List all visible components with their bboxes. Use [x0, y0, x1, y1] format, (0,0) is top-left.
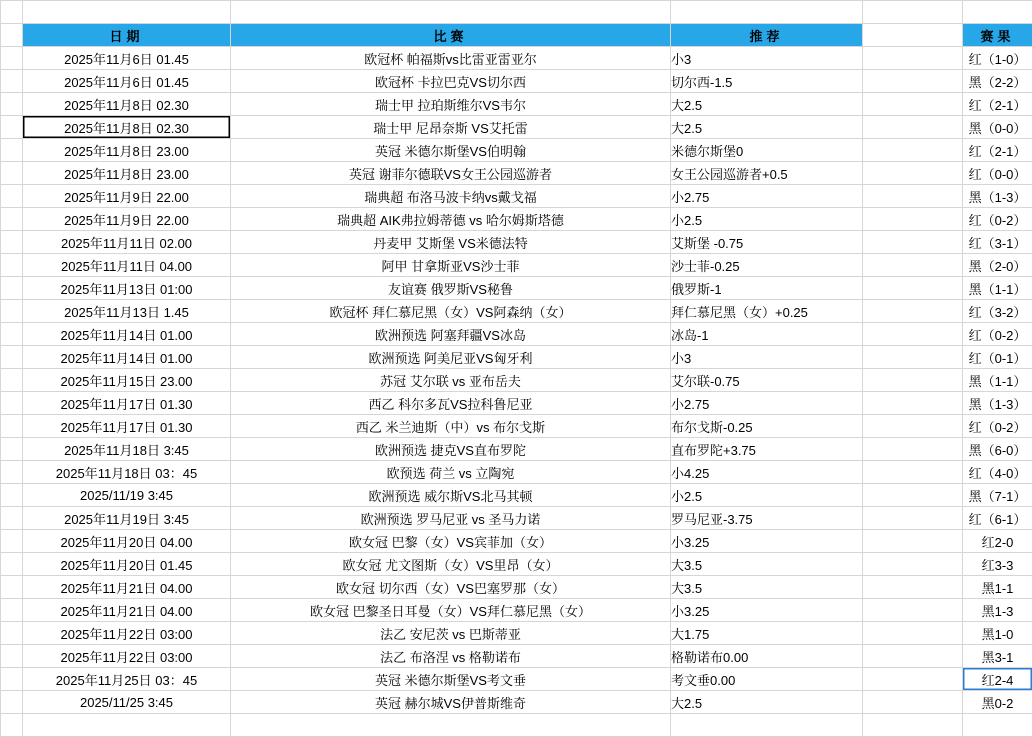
- cell-match[interactable]: 阿甲 甘拿斯亚VS沙士菲: [231, 254, 671, 277]
- cell-spacer[interactable]: [863, 484, 963, 507]
- row-number-cell[interactable]: [1, 576, 23, 599]
- cell-match[interactable]: 英冠 米德尔斯堡VS考文垂: [231, 668, 671, 691]
- cell-spacer[interactable]: [863, 438, 963, 461]
- table-row: [1, 392, 1032, 415]
- cell-recommendation[interactable]: 布尔戈斯-0.25: [671, 415, 863, 438]
- table-body: [1, 1, 1032, 737]
- cell-match[interactable]: 西乙 科尔多瓦VS拉科鲁尼亚: [231, 392, 671, 415]
- cell-match[interactable]: 欧洲预选 威尔斯VS北马其顿: [231, 484, 671, 507]
- cell-recommendation[interactable]: 大3.5: [671, 576, 863, 599]
- empty-cell[interactable]: [1, 714, 23, 737]
- cell-recommendation[interactable]: 大2.5: [671, 116, 863, 139]
- row-number-cell[interactable]: [1, 300, 23, 323]
- row-number-cell[interactable]: [1, 116, 23, 139]
- row-number-cell[interactable]: [1, 438, 23, 461]
- cell-spacer[interactable]: [863, 392, 963, 415]
- cell-recommendation[interactable]: 切尔西-1.5: [671, 70, 863, 93]
- cell-match[interactable]: 友谊赛 俄罗斯VS秘鲁: [231, 277, 671, 300]
- cell-match[interactable]: 欧冠杯 帕福斯vs比雷亚雷亚尔: [231, 47, 671, 70]
- row-number-cell[interactable]: [1, 70, 23, 93]
- spacer-cell: [963, 1, 1032, 24]
- cell-date[interactable]: 2025年11月15日 23.00: [23, 369, 231, 392]
- cell-recommendation[interactable]: 女王公园巡游者+0.5: [671, 162, 863, 185]
- row-number-cell[interactable]: [1, 553, 23, 576]
- cell-date[interactable]: 2025/11/19 3:45: [23, 484, 231, 507]
- table-row: [1, 668, 1032, 691]
- row-number-cell[interactable]: [1, 484, 23, 507]
- cell-spacer[interactable]: [863, 553, 963, 576]
- table-row: [1, 323, 1032, 346]
- empty-cell[interactable]: [671, 714, 863, 737]
- cell-match[interactable]: 瑞典超 布洛马波卡纳vs戴戈福: [231, 185, 671, 208]
- table-row: [1, 576, 1032, 599]
- cell-date[interactable]: 2025年11月22日 03:00: [23, 622, 231, 645]
- row-number-cell[interactable]: [1, 392, 23, 415]
- table-row: [1, 622, 1032, 645]
- cell-result[interactable]: 黑（0-0）: [963, 116, 1032, 139]
- cell-date[interactable]: 2025年11月11日 04.00: [23, 254, 231, 277]
- empty-row: [1, 714, 1032, 737]
- table-row: [1, 369, 1032, 392]
- cell-result[interactable]: 黑（1-1）: [963, 369, 1032, 392]
- cell-spacer[interactable]: [863, 576, 963, 599]
- table-row: [1, 599, 1032, 622]
- cell-date[interactable]: 2025年11月14日 01.00: [23, 346, 231, 369]
- cell-result[interactable]: 黑（1-1）: [963, 277, 1032, 300]
- cell-match[interactable]: 苏冠 艾尔联 vs 亚布岳夫: [231, 369, 671, 392]
- column-header-match[interactable]: 比赛: [231, 24, 671, 47]
- cell-spacer[interactable]: [863, 415, 963, 438]
- row-number-cell[interactable]: [1, 461, 23, 484]
- cell-result[interactable]: 红（0-2）: [963, 323, 1032, 346]
- spacer-cell: [1, 1, 23, 24]
- cell-result[interactable]: 红（0-0）: [963, 162, 1032, 185]
- spacer-cell: [23, 1, 231, 24]
- header-spacer-cell: [863, 24, 963, 47]
- cell-date[interactable]: 2025年11月18日 3:45: [23, 438, 231, 461]
- cell-date[interactable]: 2025年11月13日 1.45: [23, 300, 231, 323]
- cell-match[interactable]: 英冠 谢菲尔德联VS女王公园巡游者: [231, 162, 671, 185]
- cell-spacer[interactable]: [863, 346, 963, 369]
- row-number-cell[interactable]: [1, 622, 23, 645]
- cell-recommendation[interactable]: 小3: [671, 47, 863, 70]
- cell-recommendation[interactable]: 小2.5: [671, 484, 863, 507]
- cell-date[interactable]: 2025年11月18日 03：45: [23, 461, 231, 484]
- cell-date[interactable]: 2025年11月14日 01.00: [23, 323, 231, 346]
- table-row: [1, 484, 1032, 507]
- cell-match[interactable]: 西乙 米兰迪斯（中）vs 布尔戈斯: [231, 415, 671, 438]
- cell-spacer[interactable]: [863, 254, 963, 277]
- row-number-header: [1, 24, 23, 47]
- table-row: [1, 208, 1032, 231]
- cell-date[interactable]: 2025年11月20日 01.45: [23, 553, 231, 576]
- cell-date[interactable]: 2025年11月17日 01.30: [23, 415, 231, 438]
- row-number-cell[interactable]: [1, 93, 23, 116]
- spacer-cell: [671, 1, 863, 24]
- cell-date[interactable]: 2025年11月25日 03：45: [23, 668, 231, 691]
- cell-result[interactable]: 黑1-1: [963, 576, 1032, 599]
- cell-recommendation[interactable]: 小3.25: [671, 599, 863, 622]
- cell-spacer[interactable]: [863, 530, 963, 553]
- cell-date[interactable]: 2025年11月20日 04.00: [23, 530, 231, 553]
- cell-spacer[interactable]: [863, 668, 963, 691]
- cell-recommendation[interactable]: 小4.25: [671, 461, 863, 484]
- table-row: [1, 461, 1032, 484]
- cell-date[interactable]: 2025年11月8日 23.00: [23, 162, 231, 185]
- cell-result[interactable]: 黑1-0: [963, 622, 1032, 645]
- table-row: [1, 507, 1032, 530]
- table-row: [1, 438, 1032, 461]
- cell-match[interactable]: 欧冠杯 卡拉巴克VS切尔西: [231, 70, 671, 93]
- cell-match[interactable]: 英冠 米德尔斯堡VS伯明翰: [231, 139, 671, 162]
- cell-recommendation[interactable]: 大2.5: [671, 691, 863, 714]
- table-row: [1, 93, 1032, 116]
- cell-result[interactable]: 红（3-1）: [963, 231, 1032, 254]
- cell-spacer[interactable]: [863, 162, 963, 185]
- row-number-cell[interactable]: [1, 668, 23, 691]
- cell-result[interactable]: 红（4-0）: [963, 461, 1032, 484]
- cell-recommendation[interactable]: 大2.5: [671, 93, 863, 116]
- table-row: [1, 70, 1032, 93]
- cell-date[interactable]: 2025年11月21日 04.00: [23, 599, 231, 622]
- cell-result[interactable]: 红（2-1）: [963, 139, 1032, 162]
- cell-date[interactable]: 2025年11月9日 22.00: [23, 185, 231, 208]
- column-header-date[interactable]: 日期: [23, 24, 231, 47]
- row-number-cell[interactable]: [1, 47, 23, 70]
- column-header-result[interactable]: 赛果: [963, 24, 1032, 47]
- table-row: [1, 346, 1032, 369]
- cell-result[interactable]: 黑0-2: [963, 691, 1032, 714]
- table-row: [1, 553, 1032, 576]
- cell-spacer[interactable]: [863, 116, 963, 139]
- cell-result[interactable]: 黑（7-1）: [963, 484, 1032, 507]
- cell-match[interactable]: 欧女冠 巴黎圣日耳曼（女）VS拜仁慕尼黑（女）: [231, 599, 671, 622]
- cell-spacer[interactable]: [863, 93, 963, 116]
- cell-spacer[interactable]: [863, 461, 963, 484]
- cell-recommendation[interactable]: 大1.75: [671, 622, 863, 645]
- row-number-cell[interactable]: [1, 254, 23, 277]
- cell-result[interactable]: 红2-4: [963, 668, 1032, 691]
- cell-result[interactable]: 红（6-1）: [963, 507, 1032, 530]
- cell-match[interactable]: 欧洲预选 阿美尼亚VS匈牙利: [231, 346, 671, 369]
- cell-recommendation[interactable]: 沙士菲-0.25: [671, 254, 863, 277]
- cell-match[interactable]: 欧洲预选 捷克VS直布罗陀: [231, 438, 671, 461]
- cell-result[interactable]: 黑3-1: [963, 645, 1032, 668]
- cell-match[interactable]: 英冠 赫尔城VS伊普斯维奇: [231, 691, 671, 714]
- row-number-cell[interactable]: [1, 139, 23, 162]
- table-row: [1, 277, 1032, 300]
- table-row: [1, 530, 1032, 553]
- spacer-cell: [231, 1, 671, 24]
- empty-cell[interactable]: [231, 714, 671, 737]
- cell-recommendation[interactable]: 小3.25: [671, 530, 863, 553]
- cell-recommendation[interactable]: 艾尔联-0.75: [671, 369, 863, 392]
- cell-result[interactable]: 红2-0: [963, 530, 1032, 553]
- cell-spacer[interactable]: [863, 323, 963, 346]
- spacer-cell: [863, 1, 963, 24]
- cell-date[interactable]: 2025年11月8日 02.30: [23, 116, 231, 139]
- cell-date[interactable]: 2025/11/25 3:45: [23, 691, 231, 714]
- cell-match[interactable]: 欧女冠 切尔西（女）VS巴塞罗那（女）: [231, 576, 671, 599]
- row-number-cell[interactable]: [1, 185, 23, 208]
- cell-match[interactable]: 法乙 安尼茨 vs 巴斯蒂亚: [231, 622, 671, 645]
- top-spacer-row: [1, 1, 1032, 24]
- row-number-cell[interactable]: [1, 530, 23, 553]
- cell-match[interactable]: 欧冠杯 拜仁慕尼黑（女）VS阿森纳（女）: [231, 300, 671, 323]
- cell-result[interactable]: 黑（1-3）: [963, 185, 1032, 208]
- cell-result[interactable]: 红（3-2）: [963, 300, 1032, 323]
- cell-result[interactable]: 黑（1-3）: [963, 392, 1032, 415]
- table-row: [1, 691, 1032, 714]
- cell-date[interactable]: 2025年11月8日 23.00: [23, 139, 231, 162]
- cell-spacer[interactable]: [863, 507, 963, 530]
- empty-cell[interactable]: [963, 714, 1032, 737]
- column-header-recommendation[interactable]: 推荐: [671, 24, 863, 47]
- cell-match[interactable]: 欧洲预选 罗马尼亚 vs 圣马力诺: [231, 507, 671, 530]
- cell-date[interactable]: 2025年11月9日 22.00: [23, 208, 231, 231]
- cell-match[interactable]: 瑞士甲 尼昂奈斯 VS艾托雷: [231, 116, 671, 139]
- cell-date[interactable]: 2025年11月13日 01:00: [23, 277, 231, 300]
- cell-result[interactable]: 黑（2-0）: [963, 254, 1032, 277]
- table-row: [1, 162, 1032, 185]
- cell-date[interactable]: 2025年11月21日 04.00: [23, 576, 231, 599]
- cell-match[interactable]: 欧洲预选 阿塞拜疆VS冰岛: [231, 323, 671, 346]
- cell-recommendation[interactable]: 米德尔斯堡0: [671, 139, 863, 162]
- table-row: [1, 254, 1032, 277]
- cell-date[interactable]: 2025年11月6日 01.45: [23, 70, 231, 93]
- empty-cell[interactable]: [23, 714, 231, 737]
- cell-recommendation[interactable]: 直布罗陀+3.75: [671, 438, 863, 461]
- cell-result[interactable]: 红（0-1）: [963, 346, 1032, 369]
- row-number-cell[interactable]: [1, 599, 23, 622]
- cell-recommendation[interactable]: 罗马尼亚-3.75: [671, 507, 863, 530]
- cell-date[interactable]: 2025年11月17日 01.30: [23, 392, 231, 415]
- cell-match[interactable]: 欧预选 荷兰 vs 立陶宛: [231, 461, 671, 484]
- row-number-cell[interactable]: [1, 323, 23, 346]
- row-number-cell[interactable]: [1, 415, 23, 438]
- cell-spacer[interactable]: [863, 622, 963, 645]
- cell-spacer[interactable]: [863, 300, 963, 323]
- cell-result[interactable]: 红（0-2）: [963, 208, 1032, 231]
- row-number-cell[interactable]: [1, 369, 23, 392]
- cell-recommendation[interactable]: 拜仁慕尼黑（女）+0.25: [671, 300, 863, 323]
- cell-result[interactable]: 红（2-1）: [963, 93, 1032, 116]
- cell-result[interactable]: 红3-3: [963, 553, 1032, 576]
- cell-result[interactable]: 红（0-2）: [963, 415, 1032, 438]
- cell-result[interactable]: 黑（6-0）: [963, 438, 1032, 461]
- cell-date[interactable]: 2025年11月19日 3:45: [23, 507, 231, 530]
- table-row: [1, 415, 1032, 438]
- cell-recommendation[interactable]: 艾斯堡 -0.75: [671, 231, 863, 254]
- table-row: [1, 185, 1032, 208]
- table-row: [1, 47, 1032, 70]
- cell-match[interactable]: 欧女冠 巴黎（女）VS宾菲加（女）: [231, 530, 671, 553]
- cell-result[interactable]: 黑1-3: [963, 599, 1032, 622]
- row-number-cell[interactable]: [1, 162, 23, 185]
- cell-recommendation[interactable]: 俄罗斯-1: [671, 277, 863, 300]
- cell-date[interactable]: 2025年11月6日 01.45: [23, 47, 231, 70]
- cell-recommendation[interactable]: 小3: [671, 346, 863, 369]
- cell-match[interactable]: 瑞典超 AIK弗拉姆蒂德 vs 哈尔姆斯塔德: [231, 208, 671, 231]
- table-row: [1, 300, 1032, 323]
- cell-spacer[interactable]: [863, 277, 963, 300]
- table-row: [1, 231, 1032, 254]
- cell-date[interactable]: 2025年11月8日 02.30: [23, 93, 231, 116]
- row-number-cell[interactable]: [1, 208, 23, 231]
- table-row: [1, 116, 1032, 139]
- cell-spacer[interactable]: [863, 231, 963, 254]
- cell-spacer[interactable]: [863, 70, 963, 93]
- cell-recommendation[interactable]: 小2.75: [671, 392, 863, 415]
- cell-spacer[interactable]: [863, 691, 963, 714]
- cell-result[interactable]: 红（1-0）: [963, 47, 1032, 70]
- cell-recommendation[interactable]: 考文垂0.00: [671, 668, 863, 691]
- table-row: [1, 139, 1032, 162]
- cell-recommendation[interactable]: 小2.5: [671, 208, 863, 231]
- row-number-cell[interactable]: [1, 231, 23, 254]
- cell-match[interactable]: 法乙 布洛涅 vs 格勒诺布: [231, 645, 671, 668]
- cell-date[interactable]: 2025年11月11日 02.00: [23, 231, 231, 254]
- cell-spacer[interactable]: [863, 185, 963, 208]
- cell-date[interactable]: 2025年11月22日 03:00: [23, 645, 231, 668]
- cell-spacer[interactable]: [863, 369, 963, 392]
- cell-spacer[interactable]: [863, 599, 963, 622]
- cell-spacer[interactable]: [863, 47, 963, 70]
- row-number-cell[interactable]: [1, 691, 23, 714]
- row-number-cell[interactable]: [1, 277, 23, 300]
- cell-match[interactable]: 瑞士甲 拉珀斯维尔VS韦尔: [231, 93, 671, 116]
- cell-spacer[interactable]: [863, 139, 963, 162]
- cell-recommendation[interactable]: 格勒诺布0.00: [671, 645, 863, 668]
- cell-match[interactable]: 丹麦甲 艾斯堡 VS米德法特: [231, 231, 671, 254]
- cell-recommendation[interactable]: 冰岛-1: [671, 323, 863, 346]
- cell-recommendation[interactable]: 小2.75: [671, 185, 863, 208]
- row-number-cell[interactable]: [1, 507, 23, 530]
- cell-result[interactable]: 黑（2-2）: [963, 70, 1032, 93]
- row-number-cell[interactable]: [1, 346, 23, 369]
- cell-recommendation[interactable]: 大3.5: [671, 553, 863, 576]
- empty-cell[interactable]: [863, 714, 963, 737]
- cell-match[interactable]: 欧女冠 尤文图斯（女）VS里昂（女）: [231, 553, 671, 576]
- table-header-row: [1, 24, 1032, 47]
- cell-spacer[interactable]: [863, 208, 963, 231]
